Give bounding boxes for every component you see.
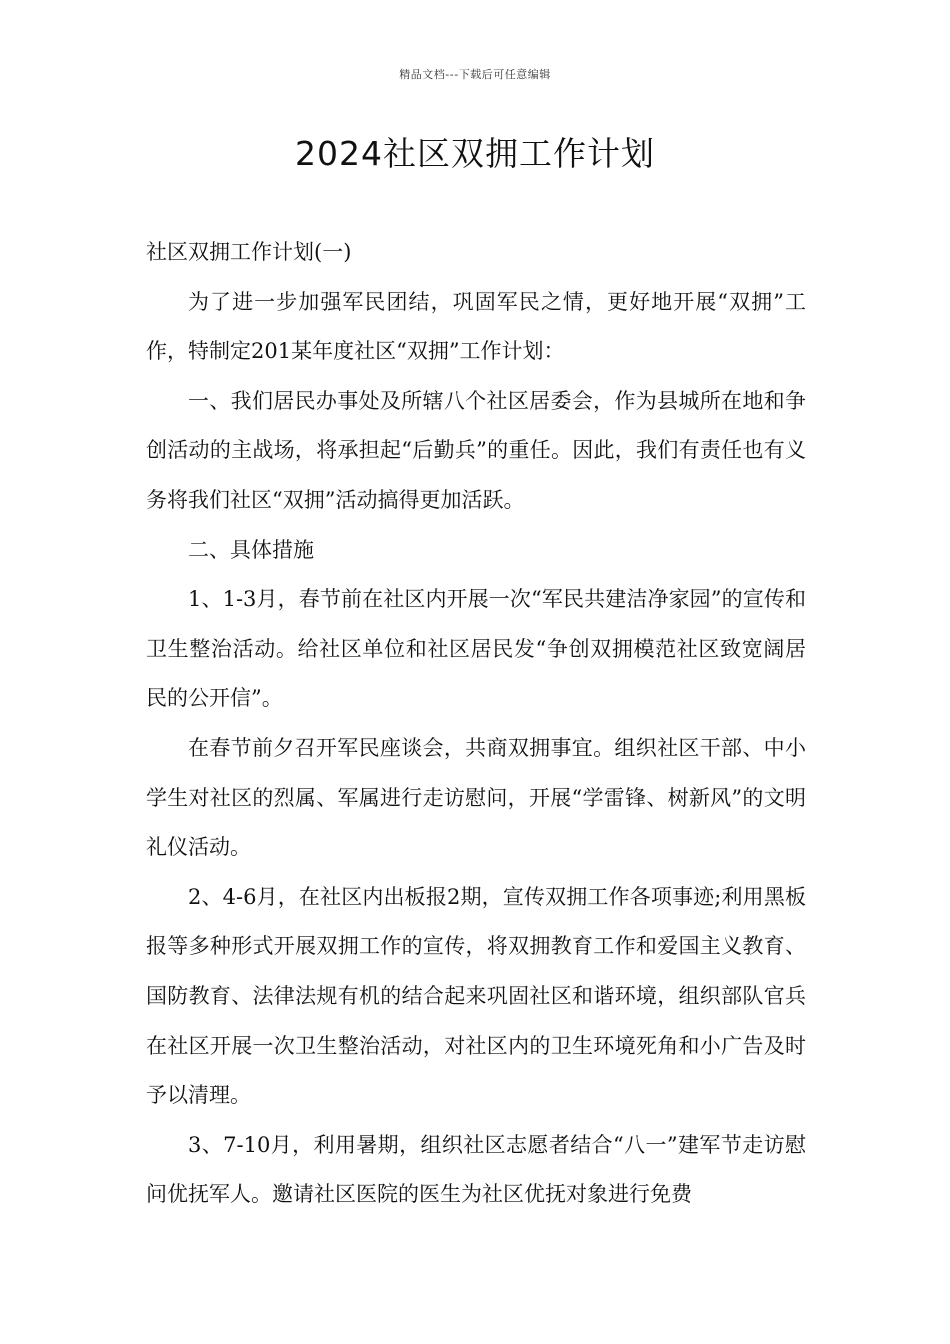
- paragraph-intro: 为了进一步加强军民团结，巩固军民之情，更好地开展“双拥”工作，特制定201某年度社区“双拥”工作计划：: [146, 289, 806, 364]
- header-note: 精品文档---下载后可任意编辑: [399, 68, 551, 81]
- paragraph-section-two-heading: 二、具体措施: [188, 537, 314, 562]
- paragraph-measure-1: 1、1-3月，春节前在社区内开展一次“军民共建洁净家园”的宣传和卫生整治活动。给社区单位和社区居民发“争创双拥模范社区致宽阔居民的公开信”。: [146, 587, 806, 711]
- paragraph-section-one: 一、我们居民办事处及所辖八个社区居委会，作为县城所在地和争创活动的主战场，将承担起“后勤兵”的重任。因此，我们有责任也有义务将我们社区“双拥”活动搞得更加活跃。: [146, 388, 806, 512]
- paragraph-measure-2: 2、4-6月，在社区内出板报2期，宣传双拥工作各项事迹;利用黑板报等多种形式开展双拥工作的宣传，将双拥教育工作和爱国主义教育、国防教育、法律法规有机的结合起来巩固社区和谐环境，组织部队官兵在社区开展一次卫生整治活动，对社区内的卫生环境死角和小广告及时予以清理。: [146, 884, 806, 1108]
- paragraph-measure-1-cont: 在春节前夕召开军民座谈会，共商双拥事宜。组织社区干部、中小学生对社区的烈属、军属进行走访慰问，开展“学雷锋、树新风”的文明礼仪活动。: [146, 735, 806, 860]
- paragraph-measure-3: 3、7-10月，利用暑期，组织社区志愿者结合“八一”建军节走访慰问优抚军人。邀请社区医院的医生为社区优抚对象进行免费: [146, 1132, 806, 1207]
- section-heading: 社区双拥工作计划(一): [146, 240, 352, 264]
- document-title: 2024社区双拥工作计划: [295, 134, 655, 173]
- document-body: [146, 228, 806, 1220]
